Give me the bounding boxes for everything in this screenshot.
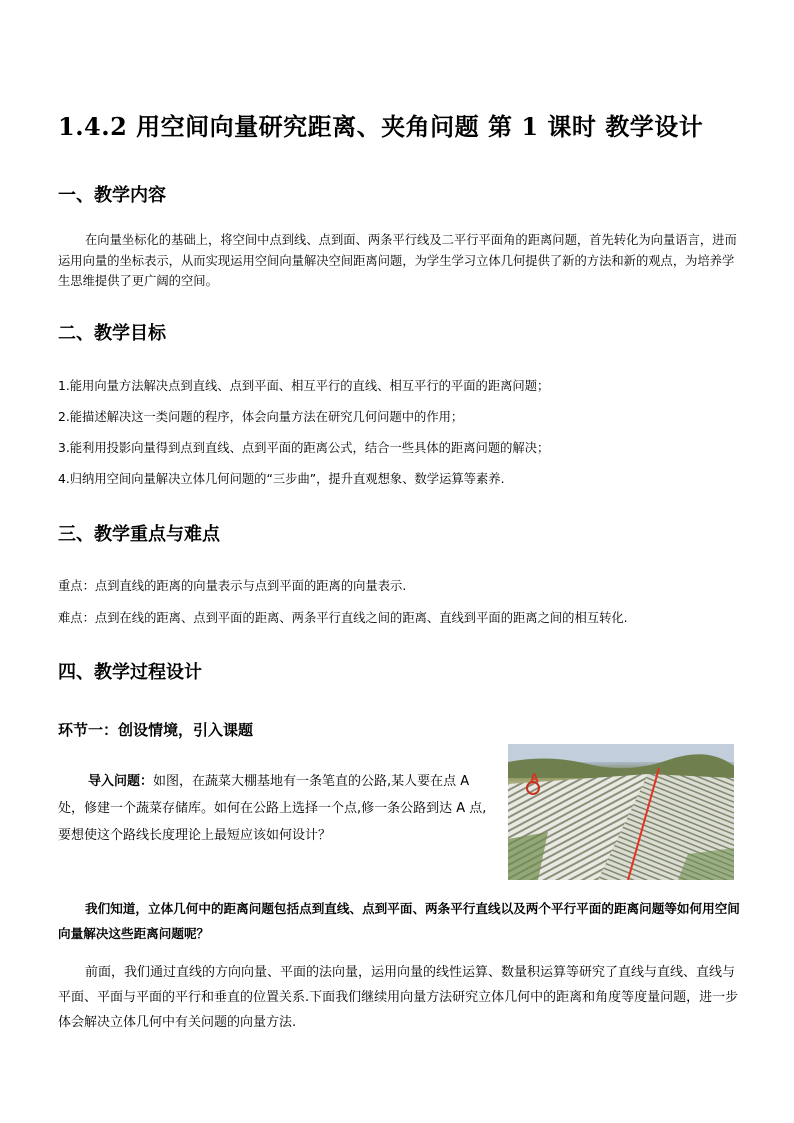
point-a-label: A <box>530 771 539 785</box>
step1-heading: 环节一：创设情境，引入课题 <box>58 721 254 739</box>
intro-label: 导入问题： <box>88 774 154 789</box>
transition-paragraph: 我们知道，立体几何中的距离问题包括点到直线、点到平面、两条平行直线以及两个平行平面的距离问题等如何用空间向量解决这些距离问题呢？ <box>58 901 740 941</box>
section-heading-content: 一、教学内容 <box>58 185 166 206</box>
greenhouse-photo <box>508 744 734 880</box>
goal-item: 1.能用向量方法解决点到直线、点到平面、相互平行的直线、相互平行的平面的距离问题； <box>58 379 550 393</box>
difficult-point-text: 难点：点到在线的距离、点到平面的距离、两条平行直线之间的距离、直线到平面的距离之间的相互转化. <box>58 611 628 625</box>
intro-question <box>58 768 498 849</box>
section-heading-goals: 二、教学目标 <box>58 323 166 344</box>
intro-text: 如图，在蔬菜大棚基地有一条笔直的公路,某人要在点 A 处，修建一个蔬菜存储库。如何在公路上选择一个点,修一条公路到达 A 点,要想使这个路线长度理论上最短应该如何设计？ <box>58 774 487 843</box>
page-title: 1.4.2 用空间向量研究距离、夹角问题 第 1 课时 教学设计 <box>58 112 704 141</box>
section-heading-process: 四、教学过程设计 <box>58 662 202 683</box>
greenhouse-illustration <box>508 744 734 880</box>
goal-item: 3.能利用投影向量得到点到直线、点到平面的距离公式，结合一些具体的距离问题的解决； <box>58 441 550 455</box>
goal-item: 4.归纳用空间向量解决立体几何问题的“三步曲”，提升直观想象、数学运算等素养. <box>58 472 505 486</box>
key-point-text: 重点：点到直线的距离的向量表示与点到平面的距离的向量表示. <box>58 579 407 593</box>
goal-item: 2.能描述解决这一类问题的程序，体会向量方法在研究几何问题中的作用； <box>58 410 464 424</box>
review-paragraph: 前面，我们通过直线的方向向量、平面的法向量，运用向量的线性运算、数量积运算等研究了直线与直线、直线与平面、平面与平面的平行和垂直的位置关系.下面我们继续用向量方法研究立体几何中的距离和角度等度量问题，进一步体会解决立体几何中有关问题的向量方法. <box>58 965 739 1030</box>
section-heading-key-points: 三、教学重点与难点 <box>58 524 220 545</box>
content-paragraph: 在向量坐标化的基础上，将空间中点到线、点到面、两条平行线及二平行平面角的距离问题，首先转化为向量语言，进而运用向量的坐标表示，从而实现运用空间向量解决空间距离问题，为学生学习立体几何提供了新的方法和新的观点，为培养学生思维提供了更广阔的空间。 <box>58 233 737 288</box>
